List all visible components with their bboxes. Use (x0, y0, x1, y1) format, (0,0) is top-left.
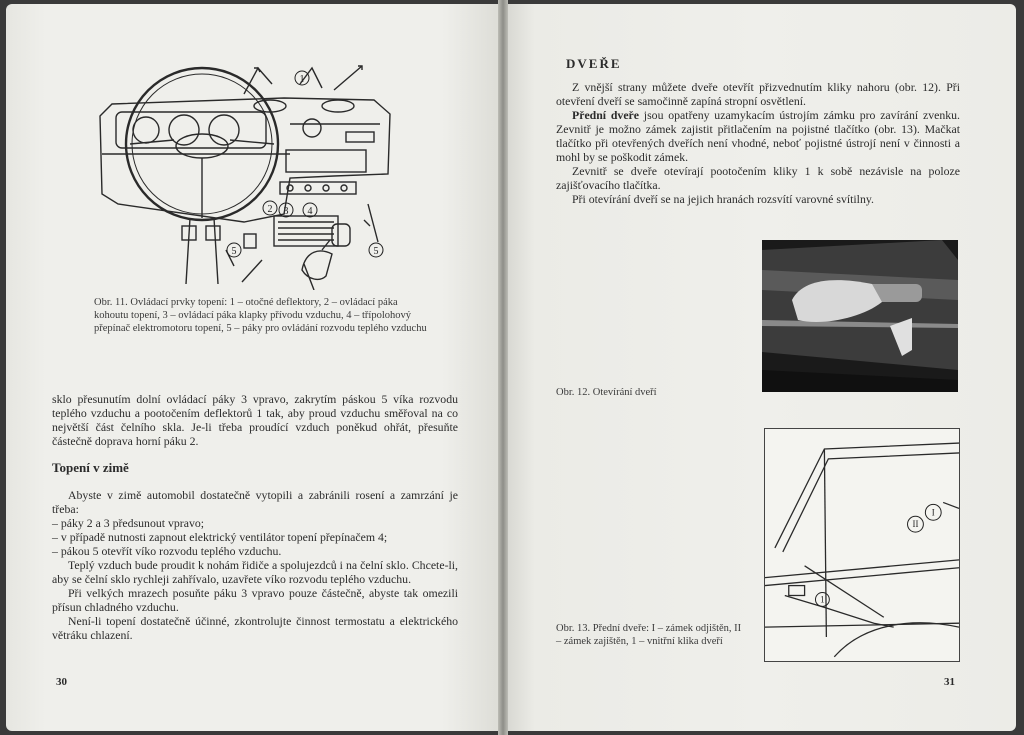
figure-13-front-door-illustration (764, 428, 960, 662)
paragraph-check-thermostat: Není-li topení dostatečně účinné, zkontrolujte činnost termostatu a elektrického větráku chlazení. (52, 614, 458, 642)
figure-11-callout-2: 2 (267, 204, 273, 215)
figure-11-callout-4: 4 (307, 206, 313, 217)
doors-text (556, 80, 960, 206)
winter-heating-text (52, 488, 458, 642)
figure-13-callout-1: 1 (820, 594, 825, 605)
page-number-left: 30 (56, 676, 67, 688)
paragraph-windshield-defrost: sklo přesunutím dolní ovládací páky 3 vpravo, zakrytím páskou 5 víka rozvodu teplého vzduchu a pootočením deflektorů 1 tak, aby proud vzduchu směřoval na co největší část čelního skla. Je-li třeba proudící vzduch poněkud ohřát, přesuňte částečně doprava horní páku 2. (52, 392, 458, 448)
paragraph-warm-air: Teplý vzduch bude proudit k nohám řidiče a spolujezdců i na čelní sklo. Chcete-li, aby se čelní sklo rychleji zahřívalo, uzavřete víko rozvodu teplého vzduchu. (52, 558, 458, 586)
list-item: – pákou 5 otevřít víko rozvodu teplého vzduchu. (52, 544, 282, 558)
figure-11-callout-1: 1 (299, 74, 305, 85)
figure-12-caption: Obr. 12. Otevírání dveří (556, 387, 657, 398)
list-item: – páky 2 a 3 předsunout vpravo; (52, 516, 205, 530)
figure-11-dashboard-illustration (94, 54, 394, 290)
front-doors-rest: jsou opatřeny uzamykacím ústrojím zámku pro zavírání zvenku. Zevnitř je možno zámek zajistit přitlačením na pojistné tlačítko (obr. 13). Mačkat tlačítko při otevřených dveřích není vhodné, neboť pojistné ústrojí není v činnosti a mohl by se poškodit zámek. (556, 108, 960, 164)
figure-11-callout-5-right: 5 (373, 246, 379, 257)
paragraph-inner-handle: Zevnitř se dveře otevírají pootočením kliky 1 k sobě nezávisle na poloze zajišťovacího tlačítka. (556, 164, 960, 192)
paragraph-frost: Při velkých mrazech posuňte páku 3 vpravo pouze částečně, abyste tak omezili přísun chladného vzduchu. (52, 586, 458, 614)
front-doors-bold: Přední dveře (572, 108, 640, 122)
list-item: – v případě nutnosti zapnout elektrický ventilátor topení přepínačem 4; (52, 530, 388, 544)
figure-11-callout-5-left: 5 (231, 246, 237, 257)
section-heading-doors: DVEŘE (566, 56, 622, 71)
figure-11-callout-3: 3 (283, 206, 289, 217)
figure-13-callout-I: I (931, 507, 935, 518)
figure-13-callout-II: II (912, 519, 919, 530)
book-gutter (498, 0, 508, 735)
paragraph-front-doors (556, 108, 960, 164)
page-number-right: 31 (944, 676, 955, 688)
figure-13-caption: Obr. 13. Přední dveře: I – zámek odjištěn, II – zámek zajištěn, 1 – vnitřní klika dveří (556, 623, 742, 647)
winter-heating-intro: Abyste v zimě automobil dostatečně vytopili a zabránili rosení a zamrzání je třeba: (52, 488, 458, 516)
section-heading-winter-heating: Topení v zimě (52, 460, 129, 475)
figure-12-door-handle-photo (762, 240, 958, 392)
figure-11-caption: Obr. 11. Ovládací prvky topení: 1 – otočné deflektory, 2 – ovládací páka kohoutu topení, 3 – ovládací páka klapky přívodu vzduchu, 4 – třípolohový přepínač elektromotoru topení, 5 – páky pro ovládání rozvodu teplého vzduchu (94, 297, 427, 334)
paragraph-warning-lights: Při otevírání dveří se na jejich hranách rozsvítí varovné svítilny. (572, 192, 874, 206)
paragraph-open-doors: Z vnější strany můžete dveře otevřít přizvednutím kliky nahoru (obr. 12). Při otevření dveří se samočinně zapíná stropní osvětlení. (556, 80, 960, 108)
